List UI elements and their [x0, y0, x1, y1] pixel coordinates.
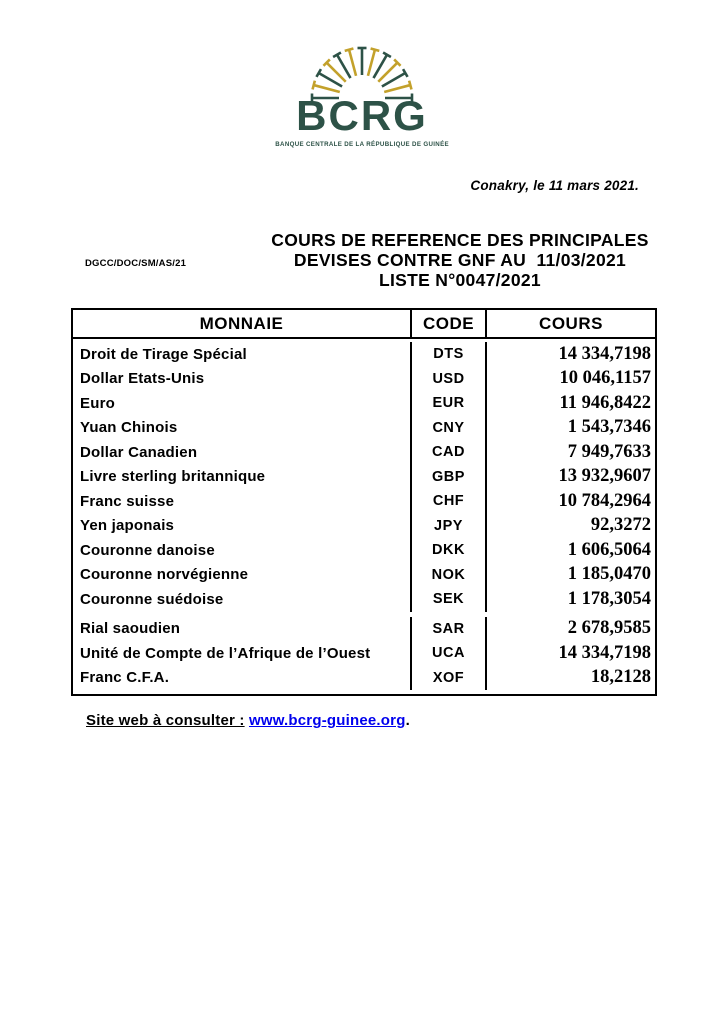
currency-rate-cell: 11 946,8422 [559, 392, 651, 413]
currency-code-cell: NOK [412, 563, 487, 588]
currency-code-cell: SAR [412, 617, 487, 642]
table-header-row [73, 310, 655, 339]
footer-note [86, 712, 410, 729]
bcrg-logo [0, 40, 724, 147]
table-row [73, 563, 655, 588]
table-row [73, 617, 655, 642]
site-link[interactable]: www.bcrg-guinee.org [248, 712, 406, 729]
table-row [73, 489, 655, 514]
table-row [73, 342, 655, 367]
currency-code-cell: DKK [412, 538, 487, 563]
currency-name-cell: Livre sterling britannique [73, 465, 412, 490]
currency-name-cell: Franc suisse [73, 489, 412, 514]
currency-rate-cell: 18,2128 [590, 667, 651, 688]
currency-code-cell: CAD [412, 440, 487, 465]
currency-code-cell: EUR [412, 391, 487, 416]
table-row [73, 666, 655, 691]
currency-rate-cell: 10 046,1157 [559, 368, 651, 389]
table-row [73, 440, 655, 465]
table-row [73, 465, 655, 490]
currency-code-cell: CNY [412, 416, 487, 441]
logo-subtitle: BANQUE CENTRALE DE LA RÉPUBLIQUE DE GUINÉE [275, 141, 449, 148]
currency-name-cell: Euro [73, 391, 412, 416]
currency-rate-cell: 1 606,5064 [567, 539, 651, 560]
currency-rate-cell: 92,3272 [590, 515, 651, 536]
reference-number: DGCC/DOC/SM/AS/21 [85, 258, 187, 269]
document-title [256, 230, 664, 290]
site-label: Site web à consulter : [86, 712, 245, 729]
currency-code-cell: GBP [412, 465, 487, 490]
currency-rate-cell: 14 334,7198 [558, 343, 651, 364]
table-body [73, 339, 655, 694]
table-row [73, 416, 655, 441]
currency-name-cell: Yen japonais [73, 514, 412, 539]
table-row [73, 538, 655, 563]
table-row [73, 391, 655, 416]
currency-name-cell: Franc C.F.A. [73, 666, 412, 691]
currency-name-cell: Couronne suédoise [73, 587, 412, 612]
date-line: Conakry, le 11 mars 2021. [470, 178, 639, 193]
currency-name-cell: Couronne norvégienne [73, 563, 412, 588]
currency-rate-cell: 10 784,2964 [558, 490, 651, 511]
currency-code-cell: UCA [412, 641, 487, 666]
site-link-suffix: . [405, 712, 410, 729]
table-row [73, 641, 655, 666]
currency-name-cell: Rial saoudien [73, 617, 412, 642]
currency-rate-cell: 13 932,9607 [558, 466, 651, 487]
currency-code-cell: XOF [412, 666, 487, 691]
currency-name-cell: Yuan Chinois [73, 416, 412, 441]
table-row [73, 587, 655, 612]
currency-rate-cell: 1 185,0470 [567, 564, 651, 585]
table-row [73, 514, 655, 539]
currency-name-cell: Dollar Canadien [73, 440, 412, 465]
currency-name-cell: Droit de Tirage Spécial [73, 342, 412, 367]
title-line-1: COURS DE REFERENCE DES PRINCIPALES [271, 230, 649, 250]
currency-name-cell: Unité de Compte de l’Afrique de l’Ouest [73, 641, 412, 666]
header-code: CODE [412, 310, 487, 337]
table-row [73, 367, 655, 392]
currency-code-cell: USD [412, 367, 487, 392]
currency-rate-cell: 1 543,7346 [567, 417, 651, 438]
currency-rate-cell: 14 334,7198 [558, 642, 651, 663]
currency-code-cell: JPY [412, 514, 487, 539]
currency-code-cell: DTS [412, 342, 487, 367]
exchange-rates-table [71, 308, 657, 696]
currency-rate-cell: 7 949,7633 [567, 441, 651, 462]
logo-acronym: BCRG [296, 92, 428, 139]
currency-name-cell: Couronne danoise [73, 538, 412, 563]
header-monnaie: MONNAIE [73, 310, 412, 337]
currency-code-cell: SEK [412, 587, 487, 612]
currency-rate-cell: 1 178,3054 [567, 588, 651, 609]
title-line-3: LISTE N°0047/2021 [379, 270, 541, 290]
currency-code-cell: CHF [412, 489, 487, 514]
header-cours: COURS [539, 313, 603, 333]
title-line-2: DEVISES CONTRE GNF AU 11/03/2021 [293, 250, 627, 270]
currency-rate-cell: 2 678,9585 [567, 618, 651, 639]
currency-name-cell: Dollar Etats-Unis [73, 367, 412, 392]
